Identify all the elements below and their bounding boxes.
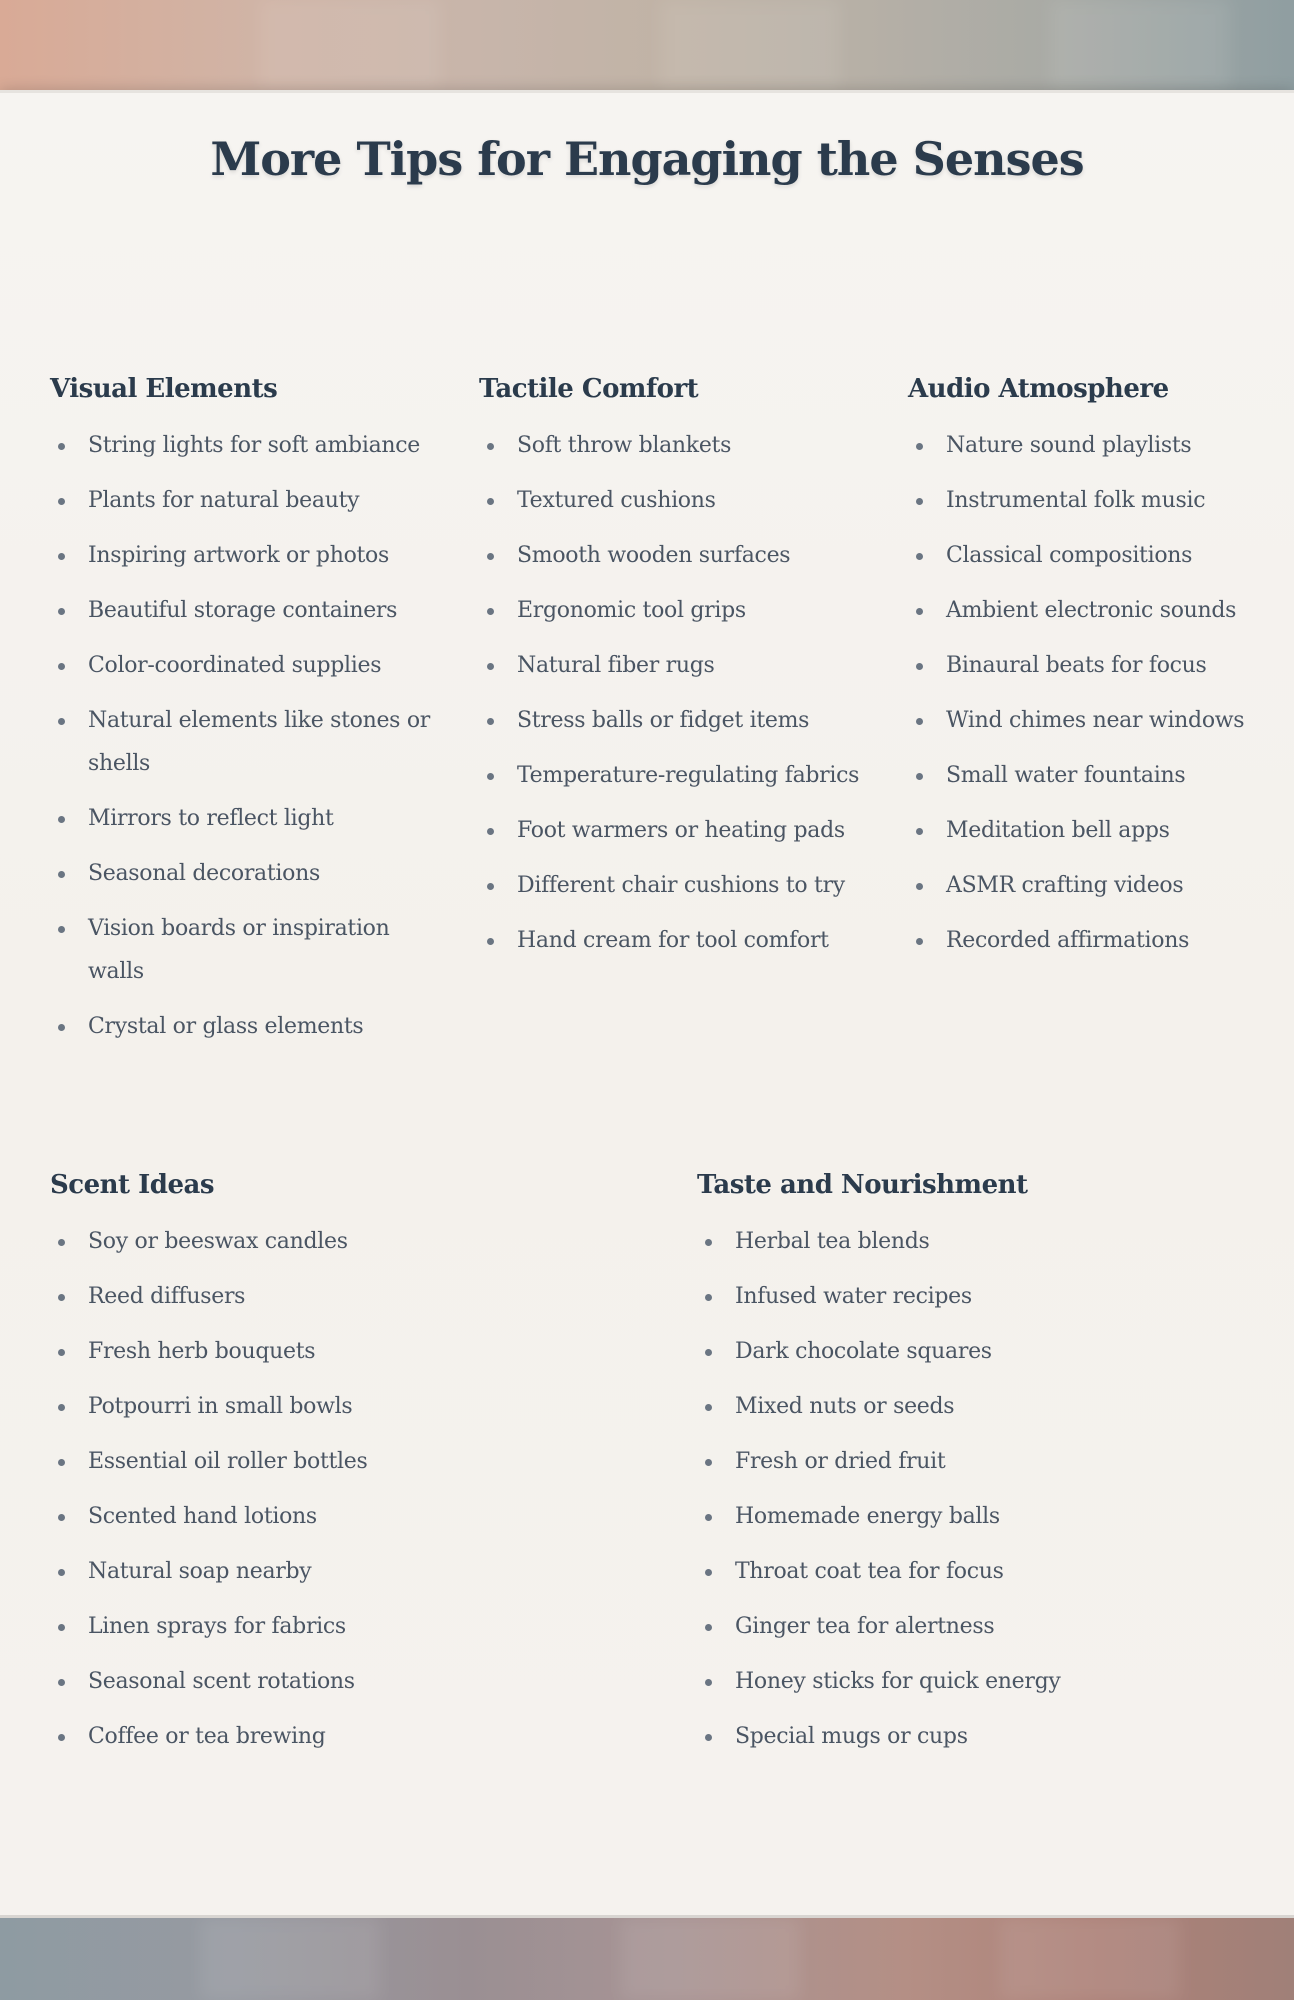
bottom-background-band <box>0 1918 1294 2000</box>
list-item: Soy or beeswax candles <box>50 1220 550 1263</box>
list-item: Scented hand lotions <box>50 1495 550 1538</box>
list-item: Meditation bell apps <box>908 809 1288 852</box>
list-item: Plants for natural beauty <box>50 479 430 522</box>
section-heading: Tactile Comfort <box>479 374 699 404</box>
tips-list <box>479 424 869 962</box>
section-heading: Scent Ideas <box>50 1170 214 1200</box>
list-item: Herbal tea blends <box>697 1220 1197 1263</box>
list-item: Foot warmers or heating pads <box>479 809 869 852</box>
list-item: Seasonal scent rotations <box>50 1660 550 1703</box>
list-item: Natural elements like stones or shells <box>50 699 430 785</box>
list-item: Dark chocolate squares <box>697 1330 1197 1373</box>
list-item: Mixed nuts or seeds <box>697 1385 1197 1428</box>
list-item: Natural soap nearby <box>50 1550 550 1593</box>
list-item: Special mugs or cups <box>697 1715 1197 1758</box>
list-item: Ergonomic tool grips <box>479 589 869 632</box>
list-item: Color-coordinated supplies <box>50 644 430 687</box>
list-item: Soft throw blankets <box>479 424 869 467</box>
list-item: Coffee or tea brewing <box>50 1715 550 1758</box>
background-blur-stripe <box>620 1918 800 2000</box>
list-item: Small water fountains <box>908 754 1288 797</box>
list-item: Different chair cushions to try <box>479 864 869 907</box>
list-item: Hand cream for tool comfort <box>479 919 869 962</box>
list-item: Inspiring artwork or photos <box>50 534 430 577</box>
section-heading: Audio Atmosphere <box>908 374 1169 404</box>
tips-list <box>697 1220 1197 1758</box>
background-blur-stripe <box>260 0 440 90</box>
list-item: Nature sound playlists <box>908 424 1288 467</box>
tips-list <box>50 424 430 1048</box>
list-item: Beautiful storage containers <box>50 589 430 632</box>
list-item: Infused water recipes <box>697 1275 1197 1318</box>
list-item: Reed diffusers <box>50 1275 550 1318</box>
list-item: Temperature-regulating fabrics <box>479 754 869 797</box>
list-item: Honey sticks for quick energy <box>697 1660 1197 1703</box>
list-item: Potpourri in small bowls <box>50 1385 550 1428</box>
list-item: Fresh or dried fruit <box>697 1440 1197 1483</box>
list-item: Linen sprays for fabrics <box>50 1605 550 1648</box>
tips-list <box>908 424 1288 962</box>
tips-list <box>50 1220 550 1758</box>
background-blur-stripe <box>200 1918 380 2000</box>
section-audio-atmosphere <box>908 374 1288 974</box>
background-blur-stripe <box>1000 1918 1180 2000</box>
list-item: Ambient electronic sounds <box>908 589 1288 632</box>
top-background-band <box>0 0 1294 90</box>
section-heading: Visual Elements <box>50 374 278 404</box>
list-item: Natural fiber rugs <box>479 644 869 687</box>
list-item: ASMR crafting videos <box>908 864 1288 907</box>
list-item: Binaural beats for focus <box>908 644 1288 687</box>
list-item: Stress balls or fidget items <box>479 699 869 742</box>
list-item: Smooth wooden surfaces <box>479 534 869 577</box>
section-heading: Taste and Nourishment <box>697 1170 1028 1200</box>
section-scent-ideas <box>50 1170 550 1770</box>
page-title: More Tips for Engaging the Senses <box>210 132 1084 186</box>
section-taste-and-nourishment <box>697 1170 1197 1770</box>
list-item: Vision boards or inspiration walls <box>50 907 430 993</box>
list-item: Ginger tea for alertness <box>697 1605 1197 1648</box>
section-visual-elements <box>50 374 430 1060</box>
list-item: Seasonal decorations <box>50 852 430 895</box>
list-item: String lights for soft ambiance <box>50 424 430 467</box>
list-item: Essential oil roller bottles <box>50 1440 550 1483</box>
background-blur-stripe <box>1050 0 1230 90</box>
list-item: Instrumental folk music <box>908 479 1288 522</box>
list-item: Classical compositions <box>908 534 1288 577</box>
background-blur-stripe <box>660 0 840 90</box>
list-item: Fresh herb bouquets <box>50 1330 550 1373</box>
list-item: Homemade energy balls <box>697 1495 1197 1538</box>
list-item: Textured cushions <box>479 479 869 522</box>
section-tactile-comfort <box>479 374 869 974</box>
list-item: Crystal or glass elements <box>50 1005 430 1048</box>
list-item: Recorded affirmations <box>908 919 1288 962</box>
list-item: Mirrors to reflect light <box>50 797 430 840</box>
list-item: Wind chimes near windows <box>908 699 1288 742</box>
list-item: Throat coat tea for focus <box>697 1550 1197 1593</box>
